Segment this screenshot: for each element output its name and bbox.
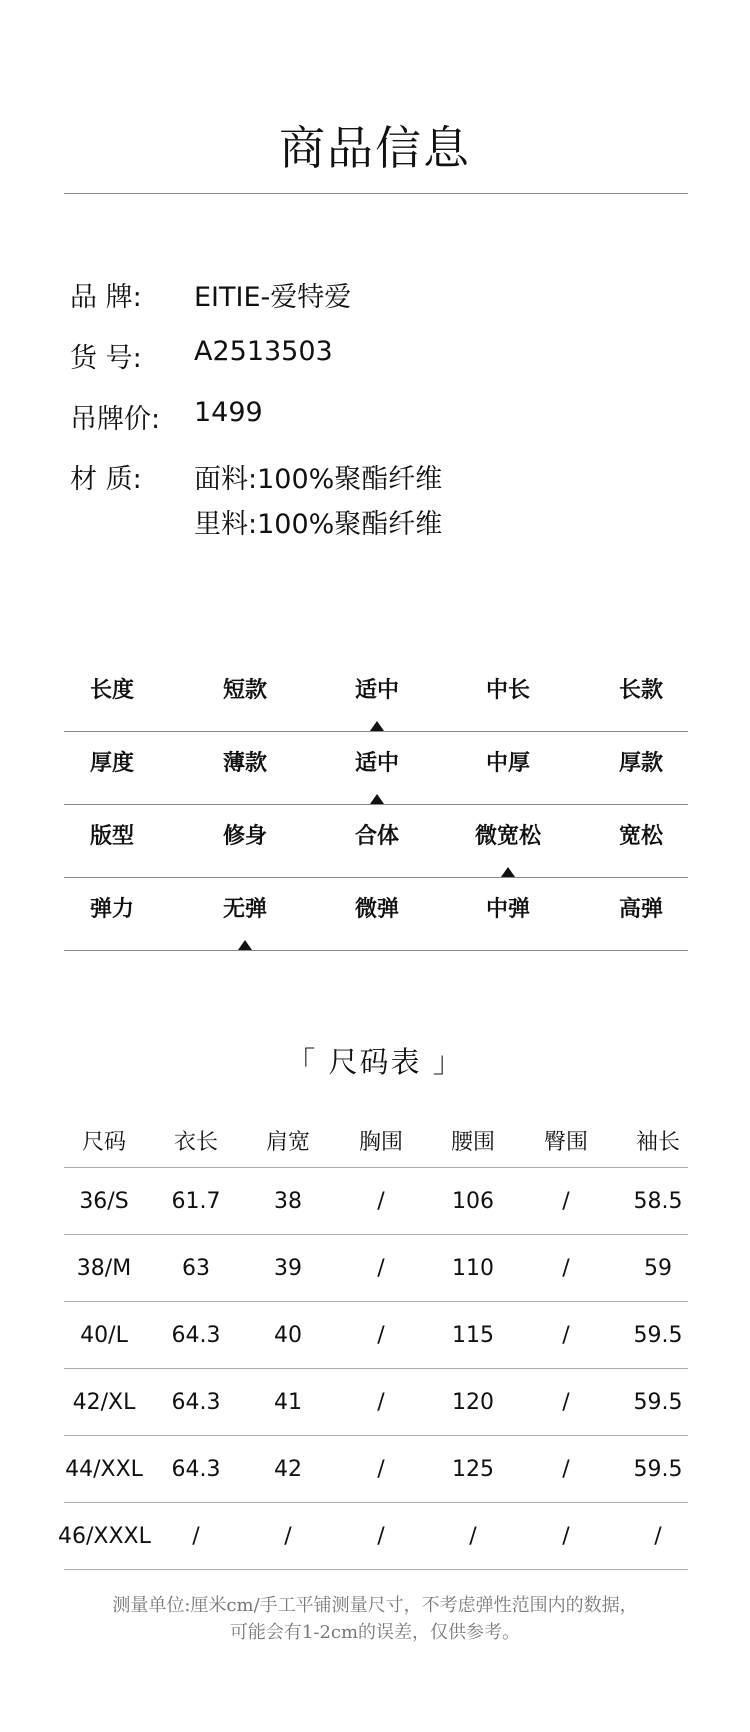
attribute-option: 薄款 xyxy=(222,751,267,776)
attribute-name: 版型 xyxy=(89,824,134,849)
table-row xyxy=(58,1503,688,1570)
table-cell: 44/XXL xyxy=(65,1457,143,1482)
table-cell: / xyxy=(377,1256,385,1281)
table-cell: 39 xyxy=(274,1256,302,1281)
table-cell: / xyxy=(469,1524,477,1549)
attribute-row xyxy=(64,659,688,732)
table-cell: 42/XL xyxy=(72,1390,136,1415)
table-row xyxy=(64,1436,688,1503)
title-divider xyxy=(64,193,688,194)
table-header-row xyxy=(64,1118,688,1168)
table-cell: / xyxy=(377,1189,385,1214)
info-value-lining: 里料:100%聚酯纤维 xyxy=(194,509,443,540)
table-cell: 40 xyxy=(274,1323,302,1348)
attribute-option: 宽松 xyxy=(618,824,663,849)
table-header-cell: 肩宽 xyxy=(265,1130,310,1155)
attribute-name: 弹力 xyxy=(89,897,134,922)
attribute-option: 中厚 xyxy=(485,751,530,776)
note-line-2: 可能会有1-2cm的误差，仅供参考。 xyxy=(229,1622,521,1643)
table-cell: 38/M xyxy=(76,1256,132,1281)
table-cell: 42 xyxy=(274,1457,302,1482)
table-cell: / xyxy=(562,1524,570,1549)
table-cell: 125 xyxy=(452,1457,494,1482)
attribute-row xyxy=(64,878,688,951)
table-cell: 46/XXXL xyxy=(58,1524,151,1549)
table-header-cell: 胸围 xyxy=(358,1130,403,1155)
table-cell: 59.5 xyxy=(633,1457,683,1482)
table-row xyxy=(64,1302,688,1369)
attribute-option: 合体 xyxy=(354,824,399,849)
table-cell: 40/L xyxy=(80,1323,128,1348)
selected-indicator-icon xyxy=(370,721,384,731)
table-cell: 38 xyxy=(274,1189,302,1214)
table-cell: 59.5 xyxy=(633,1323,683,1348)
attribute-option: 适中 xyxy=(354,678,399,703)
table-cell: 106 xyxy=(452,1189,494,1214)
attribute-option: 高弹 xyxy=(618,897,663,922)
info-value: EITIE-爱特爱 xyxy=(194,282,352,313)
table-row xyxy=(64,1369,688,1436)
table-cell: / xyxy=(562,1256,570,1281)
table-cell: / xyxy=(562,1189,570,1214)
table-cell: 64.3 xyxy=(171,1323,221,1348)
selected-indicator-icon xyxy=(501,867,515,877)
attribute-name: 厚度 xyxy=(89,751,134,776)
table-cell: 61.7 xyxy=(171,1189,221,1214)
attribute-option: 无弹 xyxy=(222,897,267,922)
selected-indicator-icon xyxy=(370,794,384,804)
table-cell: 64.3 xyxy=(171,1457,221,1482)
table-cell: / xyxy=(562,1457,570,1482)
table-header-cell: 臀围 xyxy=(543,1130,588,1155)
table-cell: / xyxy=(377,1390,385,1415)
table-header-cell: 衣长 xyxy=(173,1130,218,1155)
table-cell: / xyxy=(192,1524,200,1549)
attribute-row xyxy=(64,805,688,878)
attribute-option: 长款 xyxy=(618,678,663,703)
table-cell: 58.5 xyxy=(633,1189,683,1214)
measurement-note xyxy=(0,1592,750,1646)
attribute-option: 微弹 xyxy=(354,897,399,922)
table-cell: 110 xyxy=(452,1256,494,1281)
selected-indicator-icon xyxy=(238,940,252,950)
table-cell: 120 xyxy=(452,1390,494,1415)
attribute-option: 修身 xyxy=(222,824,267,849)
table-cell: / xyxy=(377,1323,385,1348)
table-cell: / xyxy=(562,1390,570,1415)
table-cell: / xyxy=(377,1524,385,1549)
attribute-option: 短款 xyxy=(222,678,267,703)
table-cell: 64.3 xyxy=(171,1390,221,1415)
attribute-option: 适中 xyxy=(354,751,399,776)
info-value: A2513503 xyxy=(194,336,333,367)
info-label: 货 号: xyxy=(70,343,142,374)
table-cell: 59.5 xyxy=(633,1390,683,1415)
size-table xyxy=(58,1118,688,1570)
info-label: 吊牌价: xyxy=(70,404,161,435)
page-title: 商品信息 xyxy=(279,121,471,175)
info-value: 1499 xyxy=(194,397,263,428)
table-cell: / xyxy=(284,1524,292,1549)
table-cell: 63 xyxy=(182,1256,210,1281)
table-cell: 36/S xyxy=(79,1189,129,1214)
table-row xyxy=(64,1168,688,1235)
attribute-option: 微宽松 xyxy=(474,824,541,849)
info-label: 材 质: xyxy=(70,464,142,495)
table-cell: / xyxy=(654,1524,662,1549)
attribute-row xyxy=(64,732,688,805)
note-line-1: 测量单位:厘米cm/手工平铺测量尺寸，不考虑弹性范围内的数据， xyxy=(112,1595,638,1616)
table-row xyxy=(64,1235,688,1302)
attribute-name: 长度 xyxy=(89,678,134,703)
attribute-option: 中长 xyxy=(485,678,530,703)
size-chart-title: 「 尺码表 」 xyxy=(286,1045,464,1079)
table-cell: 59 xyxy=(644,1256,672,1281)
table-cell: 115 xyxy=(452,1323,494,1348)
info-label: 品 牌: xyxy=(70,282,142,313)
attribute-option: 厚款 xyxy=(618,751,663,776)
table-header-cell: 腰围 xyxy=(450,1130,495,1155)
table-header-cell: 袖长 xyxy=(635,1130,680,1155)
info-value: 面料:100%聚酯纤维 xyxy=(194,464,443,495)
attribute-option: 中弹 xyxy=(485,897,530,922)
table-header-cell: 尺码 xyxy=(81,1130,126,1155)
table-cell: / xyxy=(562,1323,570,1348)
table-cell: / xyxy=(377,1457,385,1482)
table-cell: 41 xyxy=(274,1390,302,1415)
